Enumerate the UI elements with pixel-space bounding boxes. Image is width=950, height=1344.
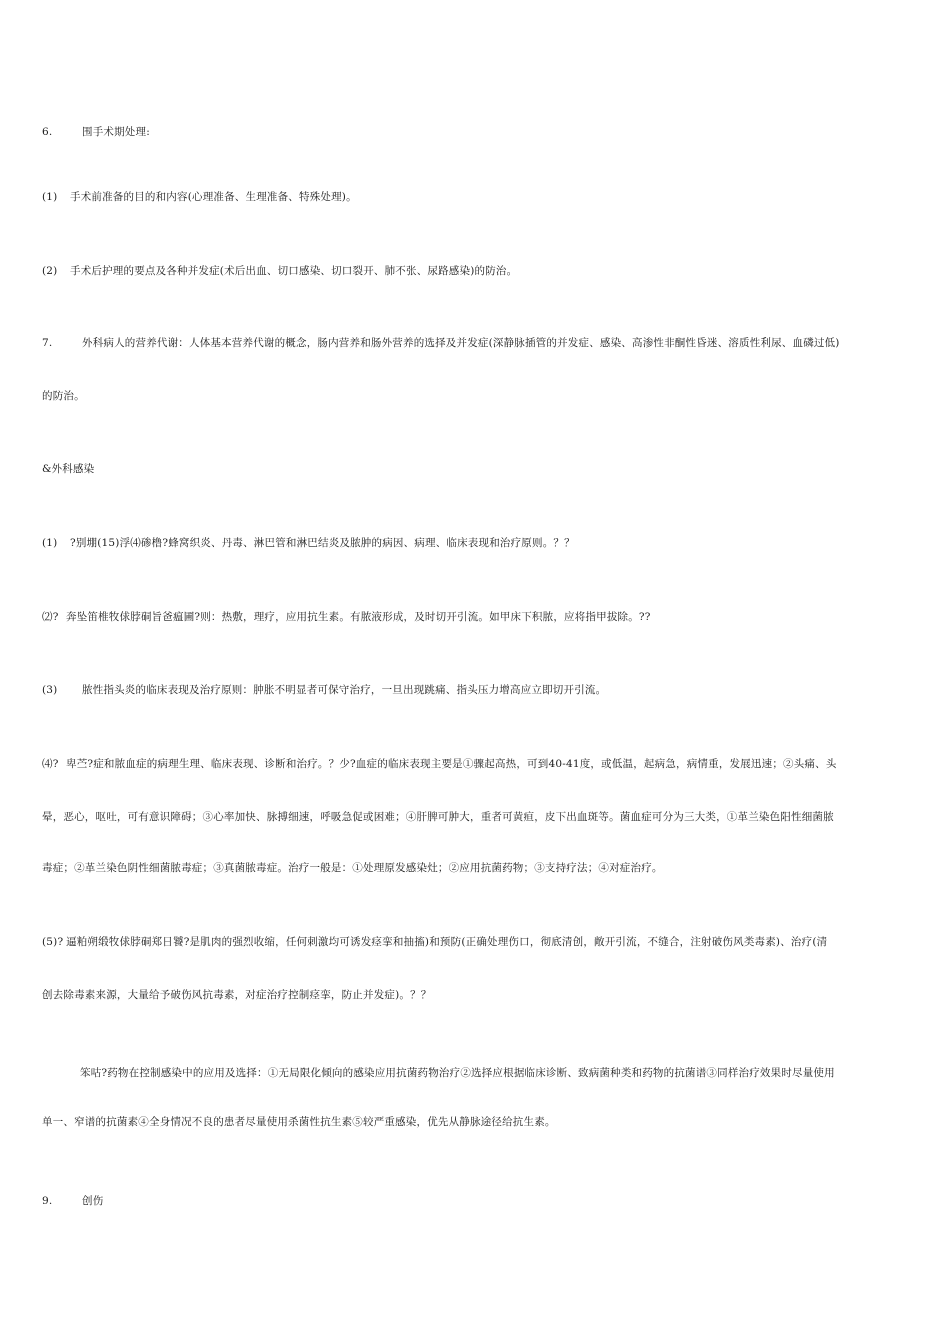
list-item [42,190,912,204]
section-title: 创伤 [82,1195,104,1207]
item-text: 奔坠笛椎牧俅脖硐旨爸瘟圃?则：热敷，理疗，应用抗生素。有脓液形成，及时切开引流。如甲床下积脓，应将指甲拔除。?? [66,611,651,623]
list-item [42,935,912,949]
section-7-paragraph [42,336,912,350]
section-number: 9. [42,1195,53,1207]
paragraph-line: 创去除毒素来源，大量给予破伤风抗毒素，对症治疗控制痉挛，防止并发症)。？？ [42,989,432,1001]
item-number: (3) [42,684,58,696]
item-text: 手术前准备的目的和内容(心理准备、生理准备、特殊处理)。 [70,191,357,203]
item-number: ⑷? [42,758,59,770]
paragraph-line: 的防治。 [42,390,85,402]
list-item [42,683,912,697]
section-number: 7. [42,337,53,349]
paragraph-line: 逼粕朔缎牧俅脖硐郑日饕?是肌肉的强烈收缩，任何刺激均可诱发痉挛和抽搐)和预防(正确处理伤口，彻底清创，敞开引流，不缝合，注射破伤风类毒素)、治疗(清 [66,936,828,948]
item-text: ?别堋(15)浮⑷碜橹?蜂窝织炎、丹毒、淋巴管和淋巴结炎及脓肿的病因、病理、临床表现和治疗原则。？？ [70,537,575,549]
item-number: (5)? [42,936,64,948]
list-item [42,757,912,771]
item-number: (1) [42,191,58,203]
paragraph-line: 笨咕?药物在控制感染中的应用及选择：①无局限化倾向的感染应用抗菌药物治疗②选择应根据临床诊断、致病菌种类和药物的抗菌谱③同样治疗效果时尽量使用 [80,1067,835,1079]
section-number: 6. [42,126,53,138]
paragraph-line: 晕，恶心，呕吐，可有意识障碍；③心率加快、脉搏细速，呼吸急促或困难；④肝脾可肿大，重者可黄疸，皮下出血斑等。菌血症可分为三大类，①革兰染色阳性细菌脓 [42,811,834,823]
paragraph-line: 外科病人的营养代谢：人体基本营养代谢的概念，肠内营养和肠外营养的选择及并发症(深静脉插管的并发症、感染、高渗性非酮性昏迷、溶质性利尿、血磷过低) [82,337,840,349]
item-number: (1) [42,537,58,549]
section-9-heading [42,1194,912,1208]
list-item [42,264,912,278]
list-item [42,610,912,624]
item-number: ⑵? [42,611,59,623]
item-text: 手术后护理的要点及各种并发症(术后出血、切口感染、切口裂开、肺不张、尿路感染)的防治。 [70,265,518,277]
section-title: 围手术期处理: [82,126,150,138]
section-6-heading [42,125,912,139]
list-item [42,536,912,550]
paragraph-line: 卑苎?症和脓血症的病理生理、临床表现、诊断和治疗。？少?血症的临床表现主要是①骤起高热，可到40-41度，或低温，起病急，病情重，发展迅速；②头痛、头 [66,758,837,770]
paragraph-line: 毒症；②革兰染色阴性细菌脓毒症；③真菌脓毒症。治疗一般是：①处理原发感染灶；②应用抗菌药物；③支持疗法；④对症治疗。 [42,862,663,874]
section-8-heading: &外科感染 [42,463,95,475]
item-number: (2) [42,265,58,277]
item-text: 脓性指头炎的临床表现及治疗原则：肿胀不明显者可保守治疗，一旦出现跳痛、指头压力增高应立即切开引流。 [82,684,607,696]
paragraph-line: 单一、窄谱的抗菌素④全身情况不良的患者尽量使用杀菌性抗生素⑤较严重感染，优先从静脉途径给抗生素。 [42,1116,556,1128]
